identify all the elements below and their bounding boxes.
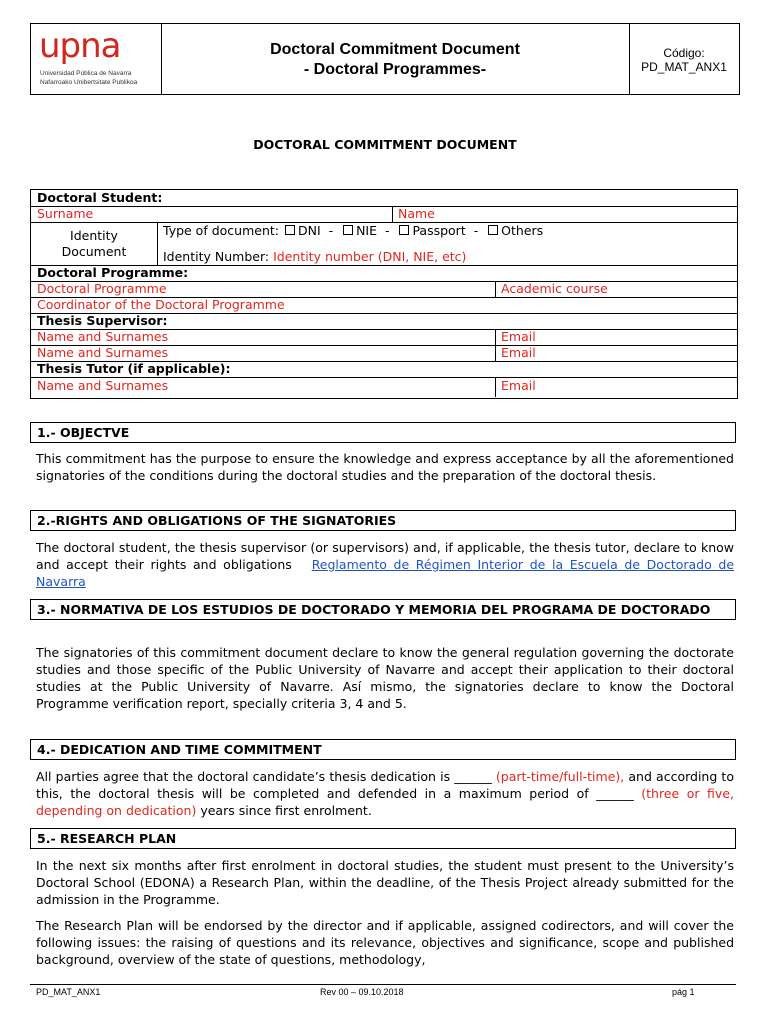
others-checkbox[interactable] <box>488 225 498 235</box>
document-heading: DOCTORAL COMMITMENT DOCUMENT <box>253 137 517 152</box>
surname-field[interactable]: Surname <box>37 206 94 221</box>
header-code <box>629 24 739 94</box>
header-title <box>161 24 630 94</box>
logo-subtitle-1: Universidad Pública de Navarra <box>40 70 132 77</box>
header-title-line-2: - Doctoral Programmes- <box>303 61 487 78</box>
document-header <box>30 23 740 95</box>
academic-course-field[interactable]: Academic course <box>501 281 608 296</box>
identity-number-row: Identity Number: Identity number (DNI, NIE, etc) <box>163 249 467 264</box>
section-4-title: 4.- DEDICATION AND TIME COMMITMENT <box>30 739 736 760</box>
section-3-title: 3.- NORMATIVA DE LOS ESTUDIOS DE DOCTORADO Y MEMORIA DEL PROGRAMA DE DOCTORADO <box>30 599 736 620</box>
doctoral-info-table <box>30 189 738 399</box>
programme-field[interactable]: Doctoral Programme <box>37 281 167 296</box>
section-5-title: 5.- RESEARCH PLAN <box>30 828 736 849</box>
name-field[interactable]: Name <box>398 206 435 221</box>
section-4-text: All parties agree that the doctoral candidate’s thesis dedication is ______ (part-time/full-time), and according to this, the doctoral thesis will be completed and defended in a maximum period of ______ (three or five, depending on dedication) years since first enrolment. <box>36 769 734 818</box>
tutor-email-field[interactable]: Email <box>501 378 536 393</box>
identity-number-field[interactable]: Identity number (DNI, NIE, etc) <box>273 249 467 264</box>
section-3-text: The signatories of this commitment document declare to know the general regulation governing the doctorate studies and those specific of the Public University of Navarre and accept their application to their doctoral studies at the Public University of Navarre. Así mismo, the signatories declare to know the Doctoral Programme verification report, specially criteria 3, 4 and 5. <box>36 645 734 711</box>
dni-checkbox[interactable] <box>285 225 295 235</box>
tutor-name-field[interactable]: Name and Surnames <box>37 378 169 393</box>
code-value: PD_MAT_ANX1 <box>641 60 727 74</box>
section-5-text-1: In the next six months after first enrolment in doctoral studies, the student must present to the University’s Doctoral School (EDONA) a Research Plan, within the deadline, of the Thesis Project already submitted for the admission in the Programme. <box>36 858 734 907</box>
programme-heading: Doctoral Programme: <box>37 265 189 280</box>
coordinator-field[interactable]: Coordinator of the Doctoral Programme <box>37 297 285 312</box>
footer-revision: Rev 00 – 09.10.2018 <box>320 987 404 997</box>
tutor-heading: Thesis Tutor (if applicable): <box>37 361 231 376</box>
footer-page: pág 1 <box>672 987 695 997</box>
supervisor-1-name-field[interactable]: Name and Surnames <box>37 329 169 344</box>
reglamento-link[interactable]: Reglamento de Régimen Interior de la Escuela de Doctorado de Navarra <box>36 557 735 589</box>
section-5-text-2: The Research Plan will be endorsed by the director and if applicable, assigned codirectors, and will cover the following issues: the raising of questions and its relevance, objectives and significance, scope and published background, overview of the state of questions, methodology, <box>36 918 734 967</box>
logo-cell <box>31 24 162 94</box>
logo-subtitle-2: Nafarroako Unibertsitate Publikoa <box>40 79 138 86</box>
document-type-row: Type of document: DNI - NIE - Passport - Others <box>163 223 544 238</box>
header-title-line-1: Doctoral Commitment Document <box>270 41 520 58</box>
footer-divider <box>30 984 736 985</box>
supervisor-1-email-field[interactable]: Email <box>501 329 536 344</box>
supervisor-2-name-field[interactable]: Name and Surnames <box>37 345 169 360</box>
nie-checkbox[interactable] <box>343 225 353 235</box>
section-2-text: The doctoral student, the thesis supervisor (or supervisors) and, if applicable, the thesis tutor, declare to know and accept their rights and obligations Reglamento de Régimen Interior de la Escuela de Doctorado de Navarra <box>36 540 735 589</box>
upna-logo: upna <box>39 26 121 66</box>
section-2-title: 2.-RIGHTS AND OBLIGATIONS OF THE SIGNATORIES <box>30 510 736 531</box>
section-1-text: This commitment has the purpose to ensure the knowledge and express acceptance by all the aforementioned signatories of the conditions during the doctoral studies and the preparation of the doctoral thesis. <box>36 451 734 483</box>
footer-code: PD_MAT_ANX1 <box>36 987 101 997</box>
passport-checkbox[interactable] <box>399 225 409 235</box>
code-label: Código: <box>663 46 705 60</box>
section-1-title: 1.- OBJECTVE <box>30 422 736 443</box>
identity-document-label: Identity Document <box>61 228 127 259</box>
student-heading: Doctoral Student: <box>37 190 163 205</box>
supervisor-2-email-field[interactable]: Email <box>501 345 536 360</box>
supervisor-heading: Thesis Supervisor: <box>37 313 168 328</box>
